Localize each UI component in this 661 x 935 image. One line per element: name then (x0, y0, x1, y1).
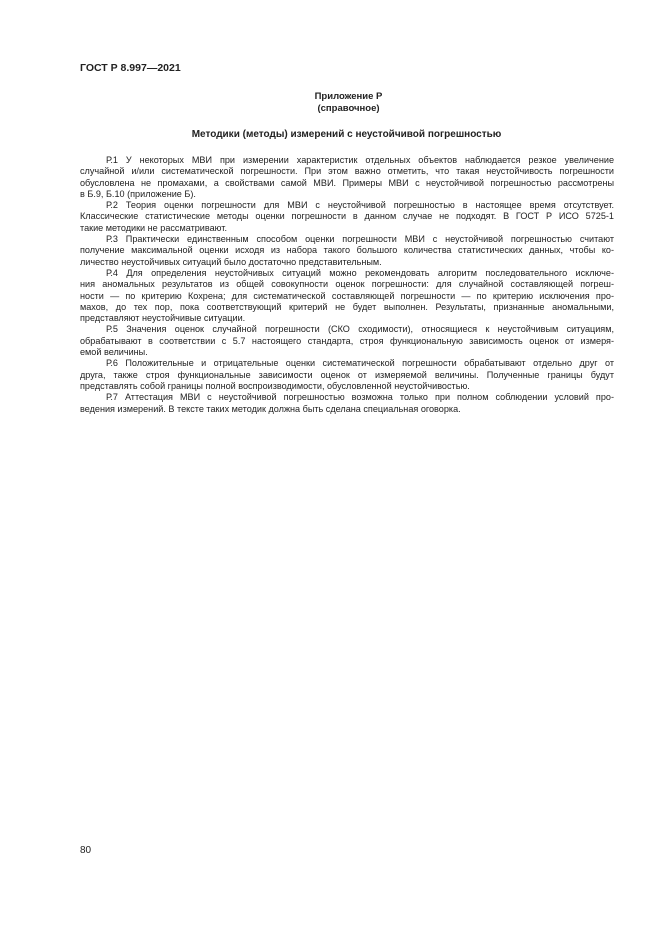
text-line: Р.5 Значения оценок случайной погрешности (СКО сходимости), относящиеся к неустойчивым ситуациям, (106, 324, 614, 335)
page-number: 80 (80, 845, 92, 856)
text-line: получение максимальной оценки исходя из набора такого большого количества статистических данных, чтобы ко- (80, 245, 614, 256)
text-line: представлять собой границы полной воспроизводимости, обусловленной неустойчивостью. (80, 380, 470, 391)
text-line: такие методики не рассматривают. (80, 222, 227, 233)
text-line: случайной и/или систематической погрешности. При этом важно отметить, что такая неустойчивость погрешности (80, 166, 614, 177)
text-line: в Б.9, Б.10 (приложение Б). (80, 188, 196, 199)
appendix-label: Приложение Р (314, 91, 383, 102)
text-line: Р.3 Практически единственным способом оценки погрешности МВИ с неустойчивой погрешностью считают (106, 234, 614, 245)
text-line: Классические статистические методы оценки погрешности в данном случае не подходят. В ГОСТ Р ИСО 5725-1 (80, 211, 614, 222)
text-line: Р.2 Теория оценки погрешности для МВИ с неустойчивой погрешностью в настоящее время отсутствует. (106, 200, 614, 211)
paragraph (80, 234, 614, 268)
text-line: Р.1 У некоторых МВИ при измерении характеристик отдельных объектов наблюдается резкое увеличение (106, 155, 614, 165)
paragraph (80, 358, 614, 392)
text-line: махов, до тех пор, пока соответствующий критерий не будет выполнен. Результаты, признанные аномальными, (80, 301, 614, 312)
text-line: представляют неустойчивые ситуации. (80, 313, 246, 324)
paragraph (80, 155, 614, 200)
section-title: Методики (методы) измерений с неустойчивой погрешностью (191, 129, 502, 140)
text-line: ности — по критерию Кохрена; для систематической составляющей погрешности — по критерию исключения про- (80, 290, 614, 301)
text-line: Р.6 Положительные и отрицательные оценки систематической погрешности обрабатывают отдельно друг от (106, 358, 614, 369)
text-line: ведения измерений. В тексте таких методик должна быть сделана специальная оговорка. (80, 403, 461, 414)
text-line: Р.7 Аттестация МВИ с неустойчивой погрешностью возможна только при полном соблюдении условий про- (106, 392, 614, 403)
body-text (80, 155, 614, 415)
paragraph (80, 200, 614, 234)
text-line: друга, также строя функциональные зависимости оценок от измеряемой величины. Полученные границы будут (80, 369, 614, 380)
appendix-note: (справочное) (317, 103, 380, 114)
text-line: Р.4 Для определения неустойчивых ситуаций можно рекомендовать алгоритм последовательного исключе- (106, 267, 614, 278)
text-line: емой величины. (80, 347, 148, 358)
paragraph (80, 268, 614, 324)
text-line: обрабатывают в соответствии с 5.7 настоящего стандарта, строя функциональную зависимость оценок от измеря- (80, 335, 614, 346)
text-line: ния аномальных результатов из общей совокупности оценок погрешности: для случайной составляющей погреш- (80, 279, 614, 290)
paragraph (80, 392, 614, 415)
text-line: обусловлена не промахами, а свойствами самой МВИ. Примеры МВИ с неустойчивой погрешностью рассмотрены (80, 177, 614, 188)
text-line: личество неустойчивых ситуаций было достаточно представительным. (80, 256, 382, 267)
paragraph (80, 324, 614, 358)
document-header: ГОСТ Р 8.997—2021 (80, 62, 181, 74)
